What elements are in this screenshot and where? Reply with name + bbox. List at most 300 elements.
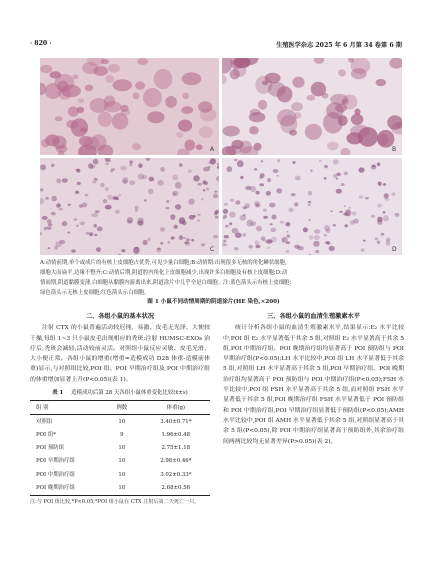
cell-mark — [324, 165, 328, 168]
cell-mark — [62, 221, 67, 226]
panel-d-letter: D — [392, 246, 397, 253]
cell-mark — [85, 85, 93, 91]
cell-mark — [97, 227, 103, 232]
cell-mark — [175, 204, 181, 210]
cell-mark — [173, 193, 176, 196]
cell-mark — [199, 126, 213, 138]
cell-mark — [51, 164, 54, 167]
cell-mark — [341, 183, 345, 186]
panel-a-letter: A — [210, 146, 215, 153]
cell-mark — [273, 169, 279, 173]
cell-mark — [226, 145, 241, 155]
left-column — [30, 312, 210, 506]
cell-mark — [45, 197, 49, 200]
cell-mark — [148, 189, 153, 195]
cell-mark — [235, 200, 240, 204]
cell-mark — [215, 216, 219, 219]
cell-mark — [206, 188, 209, 191]
cell-mark — [270, 223, 273, 225]
cell-mark — [143, 240, 148, 245]
cell-mark — [127, 220, 132, 224]
cell-mark — [287, 234, 291, 237]
cell-mark — [247, 219, 254, 226]
cell-mark — [179, 163, 183, 166]
cell-mark — [310, 169, 313, 172]
cell-mark — [359, 195, 364, 198]
cell-mark — [363, 240, 366, 242]
cell-mark — [79, 204, 83, 208]
cell-mark — [133, 247, 140, 254]
cell-mark — [385, 198, 390, 201]
cell-mark — [313, 241, 319, 247]
cell-mark — [137, 58, 148, 65]
cell-mark — [286, 250, 290, 253]
cell-mark — [133, 92, 140, 99]
cell-mark — [243, 233, 247, 237]
cell-mark — [243, 214, 245, 216]
cell-mark — [224, 235, 229, 239]
cell-mark — [201, 243, 206, 246]
cell-mark — [183, 237, 186, 239]
cell-mark — [94, 224, 97, 228]
section-heading: 三、各组小鼠的血清生殖激素水平 — [267, 313, 360, 320]
cell-mark — [106, 162, 110, 165]
cell-mark — [61, 85, 81, 98]
weight-cell: 3.02±0.33* — [160, 471, 192, 478]
cell-mark — [147, 238, 150, 242]
cell-mark — [203, 189, 205, 191]
group-cell: POI 组* — [36, 431, 56, 438]
cell-mark — [223, 209, 228, 214]
cell-mark — [352, 211, 357, 215]
cell-mark — [40, 188, 43, 191]
cell-mark — [197, 214, 201, 216]
cell-mark — [193, 175, 200, 181]
cell-mark — [323, 234, 327, 237]
cell-mark — [223, 215, 227, 219]
cell-mark — [308, 191, 312, 196]
caption-line: A:动情前期,单个或成片的有核上皮细胞占优势,可见少量白细胞;B:动情期:出现很多无核的角化鳞状细胞, — [40, 260, 287, 266]
group-cell: POI 预防组 — [36, 445, 65, 452]
panel-a-image — [40, 58, 219, 155]
cell-mark — [172, 175, 178, 181]
page-number: · 820 · — [30, 40, 52, 47]
cell-mark — [353, 219, 359, 224]
cell-mark — [168, 241, 171, 244]
panel-d-image — [222, 158, 402, 255]
weight-cell: 3.40±0.71* — [160, 418, 192, 425]
cell-mark — [234, 159, 237, 161]
cell-mark — [377, 220, 382, 225]
cell-mark — [198, 101, 212, 112]
cell-mark — [229, 222, 232, 225]
cell-mark — [42, 216, 48, 220]
cell-mark — [203, 167, 210, 172]
cell-mark — [45, 83, 62, 99]
count-cell: 9 — [120, 431, 124, 438]
cell-mark — [138, 163, 143, 168]
cell-mark — [213, 235, 218, 239]
cell-mark — [270, 228, 276, 232]
cell-mark — [196, 144, 203, 150]
cell-mark — [103, 199, 107, 203]
cell-mark — [249, 126, 259, 134]
cell-mark — [156, 248, 161, 253]
cell-mark — [173, 225, 178, 229]
group-cell: POI 晚期治疗组 — [30, 482, 102, 496]
cell-mark — [120, 166, 127, 171]
cell-mark — [160, 167, 165, 172]
cell-mark — [263, 216, 268, 219]
cell-mark — [234, 247, 239, 250]
cell-mark — [263, 239, 266, 241]
cell-mark — [230, 199, 234, 202]
cell-mark — [256, 226, 262, 232]
table-row — [30, 442, 210, 455]
cell-mark — [144, 199, 147, 202]
count-cell: 10 — [118, 418, 126, 425]
cell-mark — [182, 93, 189, 100]
cell-mark — [237, 160, 244, 167]
cell-mark — [96, 247, 101, 252]
weight-cell: 2.98±0.46* — [160, 458, 192, 465]
cell-mark — [111, 168, 116, 171]
cell-mark — [314, 235, 320, 240]
cell-mark — [44, 227, 47, 230]
cell-mark — [361, 248, 365, 251]
section-heading: 二、各组小鼠的基本状况 — [85, 313, 155, 320]
cell-mark — [383, 215, 389, 221]
cell-mark — [378, 182, 382, 186]
cell-mark — [214, 191, 217, 193]
cell-mark — [333, 224, 336, 227]
cell-mark — [323, 112, 343, 134]
cell-mark — [305, 124, 322, 140]
cell-mark — [254, 241, 259, 246]
cell-mark — [381, 233, 385, 236]
cell-mark — [68, 106, 79, 116]
cell-mark — [336, 177, 338, 179]
cell-mark — [383, 211, 386, 214]
cell-mark — [165, 96, 177, 108]
cell-mark — [223, 126, 240, 137]
cell-mark — [94, 234, 97, 236]
table-note: 注:与 POI 组比较,*P<0.05;*POI 组小鼠在 CTX 注射后第二天死亡一只。 — [30, 498, 200, 505]
cell-mark — [303, 227, 308, 232]
weight-cell: 1.96±0.48 — [161, 431, 191, 438]
table-row — [30, 415, 210, 429]
cell-mark — [292, 161, 295, 164]
cell-mark — [40, 164, 46, 170]
cell-mark — [84, 194, 88, 197]
cell-mark — [197, 183, 202, 186]
cell-mark — [108, 64, 120, 73]
cell-mark — [351, 68, 367, 79]
cell-mark — [185, 241, 190, 246]
count-cell: 10 — [118, 445, 126, 452]
cell-mark — [291, 193, 296, 196]
cell-mark — [322, 93, 329, 99]
cell-mark — [55, 241, 61, 247]
cell-mark — [179, 217, 186, 224]
cell-mark — [329, 246, 335, 251]
cell-mark — [113, 196, 117, 200]
cell-mark — [201, 198, 204, 200]
group-cell: POI 早期治疗组 — [36, 458, 75, 465]
cell-mark — [100, 183, 105, 187]
micrograph-texture — [222, 158, 402, 255]
cell-mark — [56, 178, 61, 183]
cell-mark — [375, 237, 379, 240]
running-header — [30, 40, 402, 52]
cell-mark — [377, 162, 381, 166]
cell-mark — [306, 95, 315, 101]
right-column — [223, 312, 404, 447]
cell-mark — [193, 215, 196, 217]
panel-b-image — [222, 58, 402, 155]
cell-mark — [226, 166, 232, 172]
column-header: 体重(g) — [142, 401, 210, 415]
cell-mark — [378, 204, 382, 208]
cell-mark — [333, 159, 339, 164]
cell-mark — [129, 163, 132, 166]
panel-c-image — [40, 158, 219, 255]
histology-figure — [40, 58, 402, 256]
table-row — [30, 482, 210, 496]
cell-mark — [291, 102, 303, 111]
cell-mark — [138, 173, 144, 179]
cell-mark — [143, 88, 162, 107]
cell-mark — [232, 228, 239, 234]
cell-mark — [308, 219, 311, 221]
cell-mark — [336, 189, 342, 194]
cell-mark — [250, 186, 256, 192]
table-row — [30, 468, 210, 481]
cell-mark — [294, 245, 300, 249]
cell-mark — [51, 212, 56, 216]
count-cell: 10 — [102, 482, 142, 496]
cell-mark — [166, 200, 169, 203]
cell-mark — [76, 169, 79, 172]
panel-b-letter: B — [392, 146, 397, 153]
cell-mark — [94, 178, 98, 181]
cell-mark — [178, 120, 192, 132]
cell-mark — [135, 81, 145, 90]
cell-mark — [383, 183, 386, 186]
cell-mark — [48, 223, 53, 226]
cell-mark — [67, 232, 70, 234]
cell-mark — [98, 112, 112, 127]
cell-mark — [342, 95, 357, 110]
table-row — [30, 455, 210, 468]
cell-mark — [137, 218, 143, 223]
cell-mark — [371, 165, 377, 170]
cell-mark — [338, 69, 346, 76]
cell-mark — [166, 207, 170, 210]
cell-mark — [336, 173, 341, 177]
cell-mark — [113, 79, 133, 91]
cell-mark — [175, 182, 182, 189]
cell-mark — [261, 160, 263, 162]
cell-mark — [277, 159, 280, 162]
caption-line: 细胞大而扁平,边缘不整齐;C:动情后期,阴道腔内角化上皮细胞减少,出现许多白细胞及有核上皮细胞;D:动 — [40, 270, 288, 276]
cell-mark — [223, 240, 226, 243]
cell-mark — [90, 165, 95, 169]
cell-mark — [254, 168, 258, 170]
group-cell: POI 中期治疗组 — [36, 471, 75, 478]
cell-mark — [365, 197, 369, 199]
cell-mark — [74, 218, 78, 221]
cell-mark — [93, 66, 108, 76]
cell-mark — [346, 132, 363, 144]
cell-mark — [326, 228, 331, 233]
cell-mark — [259, 183, 264, 186]
figure-caption — [40, 258, 392, 298]
cell-mark — [294, 202, 298, 206]
cell-mark — [197, 220, 200, 222]
count-cell: 10 — [118, 471, 126, 478]
body-paragraph: 统计分析各组小鼠的血清生殖激素水平,结果显示:E₂ 水平比较中,POI 组 E₂ 水平显著低于其余 5 组,对照组 E₂ 水平显著高于其余 5 组,POI 中期治疗组、POI 晚期治疗组均显著高于 POI 预防组与 POI 早期治疗组(P<0.05);LH 水平比较中,POI 组 LH 水平显著低于其余 5 组,对照组 LH 水平显著高于其余 5 组,POI 早期治疗组、POI 晚期治疗组均显著高于 POI 预防组与 POI 中期治疗组(P<0.05);FSH 水平比较中,POI 组 FSH 水平显著高于其余 5 组,而对照组 FSH 水平显著低于其余 5 组,POI 晚期治疗组 FSH 水平显著低于 POI 预防组和 POI 中期治疗组,POI 早期治疗组显著低于预防组(P<0.05);AMH 水平比较中,POI 组 AMH 水平显著低于其余 5 组,对照组显著高于其余 5 组(P<0.05),除 POI 中期治疗组显著高于预防组外,其余治疗组间两两比较均无显著差异(P>0.05)(表 2)。 — [223, 325, 404, 445]
cell-mark — [325, 241, 329, 244]
group-cell: 对照组 — [36, 418, 53, 425]
cell-mark — [286, 222, 290, 225]
cell-mark — [276, 175, 279, 177]
cell-mark — [66, 120, 78, 128]
cell-mark — [77, 107, 84, 114]
cell-mark — [154, 69, 173, 89]
cell-mark — [92, 181, 96, 184]
micrograph-texture — [222, 58, 402, 155]
cell-mark — [85, 232, 89, 235]
cell-mark — [124, 180, 127, 182]
cell-mark — [40, 65, 52, 73]
cell-mark — [92, 213, 98, 217]
cell-mark — [53, 136, 67, 150]
cell-mark — [75, 191, 79, 194]
cell-mark — [315, 250, 319, 253]
cell-mark — [56, 203, 61, 207]
cell-mark — [95, 210, 100, 213]
cell-mark — [79, 136, 93, 147]
cell-mark — [46, 226, 51, 230]
cell-mark — [267, 178, 271, 182]
cell-mark — [271, 215, 276, 220]
cell-mark — [129, 181, 135, 185]
cell-mark — [132, 143, 141, 150]
cell-mark — [179, 235, 183, 240]
body-paragraph: 注射 CTX 的小鼠普遍活动较迟钝、易激、皮毛无光泽、大便较干燥,每组 1~3 只小鼠皮毛出现相应的秃斑;注射 HUMSC-EXOs 治疗后,秃斑会减轻,活动较前灵活。对照组小鼠反应灵敏、皮毛光滑、大小便正常。各组小鼠的增重(增重=造模成功 D28 体重-造模前体重)显示,与对照组比较,POI 组、POI 早期治疗组及 POI 中期治疗组的体重增加显著上升(P<0.05)(表 1)。 — [30, 325, 210, 383]
weight-cell: 2.68±0.56 — [142, 482, 210, 496]
cell-mark — [188, 199, 194, 205]
weight-table — [30, 400, 210, 495]
cell-mark — [344, 205, 347, 207]
count-cell: 10 — [118, 458, 126, 465]
cell-mark — [186, 238, 190, 241]
cell-mark — [118, 194, 121, 197]
cell-mark — [245, 203, 251, 208]
journal-title: 生殖医学杂志 2025 年 6 月第 34 卷第 6 期 — [276, 42, 402, 49]
cell-mark — [344, 171, 348, 175]
cell-mark — [327, 142, 338, 151]
cell-mark — [386, 238, 390, 242]
cell-mark — [266, 191, 271, 196]
cell-mark — [295, 176, 301, 181]
cell-mark — [104, 101, 122, 112]
cell-mark — [351, 114, 364, 125]
cell-mark — [268, 82, 286, 97]
cell-mark — [280, 115, 297, 134]
cell-mark — [377, 241, 380, 244]
table-caption: 造模成功后第 28 天各组小鼠体重变化比较(x̄±s) — [71, 390, 188, 397]
panel-c-letter: C — [210, 246, 215, 253]
cell-mark — [203, 182, 208, 186]
figure-title: 图 1 小鼠不同动情周期的阴道涂片(HE 染色,×200) — [147, 299, 280, 305]
cell-mark — [62, 178, 68, 182]
cell-mark — [147, 111, 164, 123]
caption-line: 绿色箭头示无核上皮细胞;红色箭头示白细胞。 — [40, 290, 150, 296]
cell-mark — [120, 105, 128, 112]
cell-mark — [55, 116, 63, 121]
cell-mark — [149, 177, 155, 182]
cell-mark — [358, 167, 364, 172]
cell-mark — [91, 134, 107, 150]
cell-mark — [101, 59, 109, 64]
cell-mark — [240, 176, 243, 179]
cell-mark — [105, 75, 114, 83]
cell-mark — [59, 208, 63, 211]
cell-mark — [348, 207, 351, 209]
cell-mark — [255, 245, 260, 248]
caption-line: 情间期,阴道黏膜变薄,白细胞从黏膜内游离出来,阴道涂片中几乎全是白细胞。注:蓝色箭头示有核上皮细胞; — [40, 280, 292, 286]
cell-mark — [394, 213, 399, 217]
cell-mark — [182, 72, 202, 85]
cell-mark — [157, 180, 164, 186]
cell-mark — [121, 249, 125, 252]
cell-mark — [48, 247, 51, 249]
cell-mark — [185, 140, 196, 151]
column-header: 组 别 — [30, 401, 102, 415]
cell-mark — [105, 187, 109, 191]
cell-mark — [208, 161, 212, 164]
cell-mark — [170, 214, 175, 220]
cell-mark — [267, 247, 270, 249]
cell-mark — [188, 170, 192, 174]
cell-mark — [391, 192, 395, 196]
cell-mark — [286, 241, 290, 244]
cell-mark — [255, 191, 259, 195]
cell-mark — [280, 221, 284, 224]
cell-mark — [230, 69, 240, 79]
cell-mark — [308, 201, 312, 203]
cell-mark — [105, 205, 112, 210]
cell-mark — [160, 227, 165, 232]
table-title — [30, 388, 210, 398]
cell-mark — [181, 106, 193, 114]
cell-mark — [250, 109, 261, 116]
cell-mark — [78, 98, 84, 103]
cell-mark — [80, 127, 87, 132]
table-number: 表 1 — [52, 390, 64, 397]
cell-mark — [129, 160, 133, 163]
cell-mark — [330, 211, 333, 213]
cell-mark — [276, 188, 282, 193]
cell-mark — [89, 232, 93, 236]
cell-mark — [47, 219, 52, 224]
cell-mark — [308, 204, 311, 206]
column-header: 例数 — [102, 401, 142, 415]
cell-mark — [324, 177, 327, 180]
cell-mark — [259, 176, 263, 179]
